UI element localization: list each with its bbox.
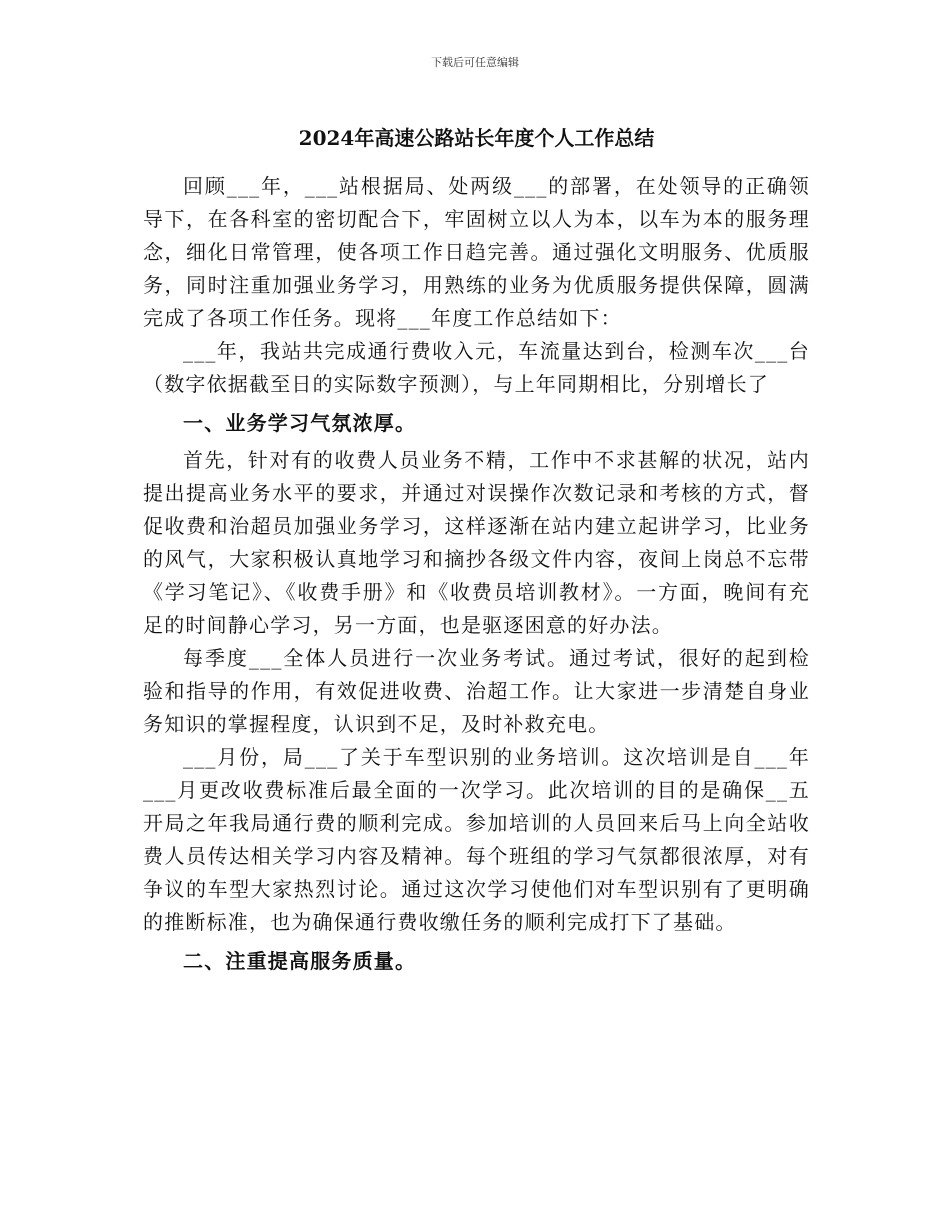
document-title: 2024年高速公路站长年度个人工作总结	[298, 126, 655, 150]
document-body	[143, 118, 810, 982]
paragraph-study-3: ___月份，局___了关于车型识别的业务培训。这次培训是自___年___月更改收费标准后最全面的一次学习。此次培训的目的是确保__五开局之年我局通行费的顺利完成。参加培训的人员回来后马上向全站收费人员传达相关学习内容及精神。每个班组的学习气氛都很浓厚，对有争议的车型大家热烈讨论。通过这次学习使他们对车型识别有了更明确的推断标准，也为确保通行费收缴任务的顺利完成打下了基础。	[143, 745, 810, 934]
paragraph-intro: 回顾___年，___站根据局、处两级___的部署，在处领导的正确领导下，在各科室的密切配合下，牢固树立以人为本，以车为本的服务理念，细化日常管理，使各项工作日趋完善。通过强化文明服务、优质服务，同时注重加强业务学习，用熟练的业务为优质服务提供保障，圆满完成了各项工作任务。现将___年度工作总结如下：	[143, 174, 810, 330]
paragraph-statistics: ___年，我站共完成通行费收入元，车流量达到台，检测车次___台（数字依据截至日的实际数字预测），与上年同期相比，分别增长了	[143, 339, 810, 396]
section-heading-2: 二、注重提高服务质量。	[183, 949, 417, 973]
section-heading-1: 一、业务学习气氛浓厚。	[183, 411, 417, 435]
paragraph-study-2: 每季度___全体人员进行一次业务考试。通过考试，很好的起到检验和指导的作用，有效促进收费、治超工作。让大家进一步清楚自身业务知识的掌握程度，认识到不足，及时补救充电。	[143, 646, 810, 736]
header-note: 下载后可任意编辑	[431, 56, 519, 69]
paragraph-study-1: 首先，针对有的收费人员业务不精，工作中不求甚解的状况，站内提出提高业务水平的要求，并通过对误操作次数记录和考核的方式，督促收费和治超员加强业务学习，这样逐渐在站内建立起讲学习，比业务的风气，大家积极认真地学习和摘抄各级文件内容，夜间上岗总不忘带《学习笔记》、《收费手册》和《收费员培训教材》。一方面，晚间有充足的时间静心学习，另一方面，也是驱逐困意的好办法。	[143, 448, 810, 637]
